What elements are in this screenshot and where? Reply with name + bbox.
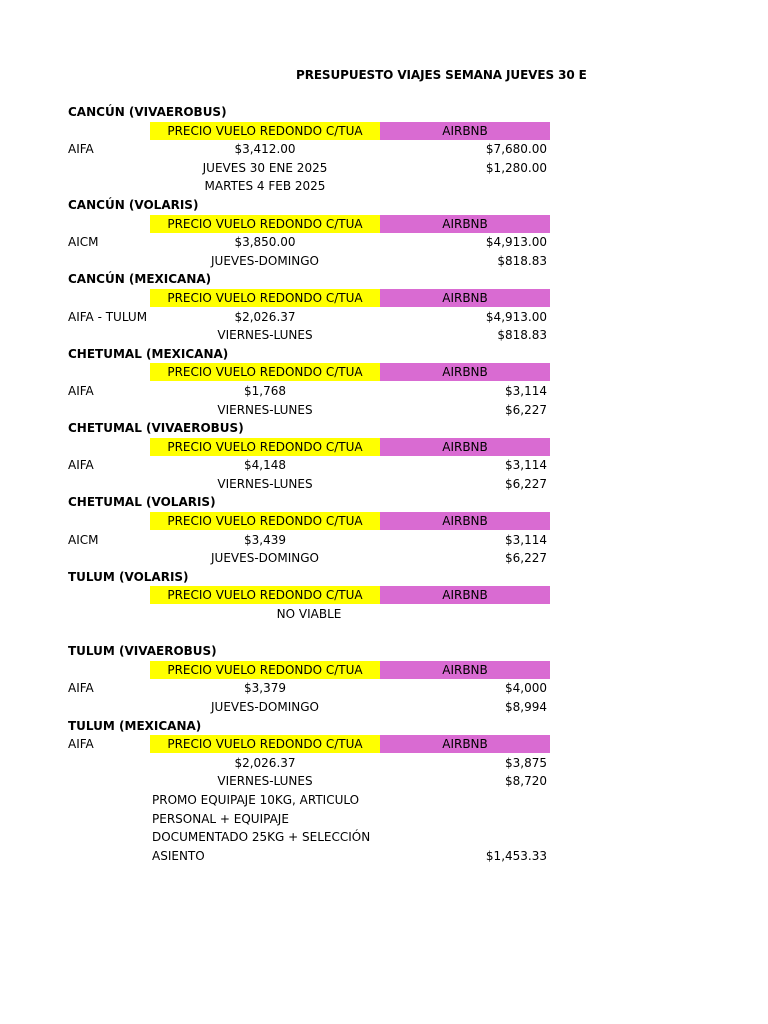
airbnb-header: AIRBNB [380,289,550,307]
flight-cell: VIERNES-LUNES [217,476,313,491]
airbnb-cell: $4,000 [505,681,547,696]
airbnb-cell: $818.83 [497,328,547,343]
table-row [68,679,550,698]
not-viable-note: NO VIABLE [276,607,342,622]
promo-text: PERSONAL + EQUIPAJE [152,811,289,826]
origin-cell: AIFA [68,142,94,157]
airbnb-cell: $1,280.00 [485,160,547,175]
origin-cell: AIFA [68,681,94,696]
airbnb-cell: $3,114 [505,383,547,398]
table-row [68,233,550,252]
table-row [68,754,550,773]
table-row [68,531,550,550]
airbnb-header: AIRBNB [380,215,550,233]
section-header-row [68,512,550,531]
table-row [68,456,550,475]
section-header-row [68,438,550,457]
section-title: CHETUMAL (VIVAEROBUS) [68,421,244,436]
flight-price-header: PRECIO VUELO REDONDO C/TUA [150,661,380,679]
airbnb-header: AIRBNB [380,363,550,381]
table-row [68,140,550,159]
flight-cell: $2,026.37 [234,755,296,770]
airbnb-cell: $4,913.00 [485,235,547,250]
section-header-row [68,215,550,234]
promo-text: DOCUMENTADO 25KG + SELECCIÓN [152,830,371,845]
table-row [68,549,550,568]
flight-cell: $2,026.37 [234,309,296,324]
promo-text: PROMO EQUIPAJE 10KG, ARTICULO [152,792,360,807]
origin-cell: AICM [68,235,99,250]
table-row [68,382,550,401]
table-row [68,475,550,494]
section-header-row [68,586,550,605]
table-row [68,772,550,791]
promo-row [68,810,550,829]
section-header-row [68,735,550,754]
promo-price-cell: $1,453.33 [485,848,547,863]
airbnb-header: AIRBNB [380,735,550,753]
airbnb-header: AIRBNB [380,512,550,530]
flight-price-header: PRECIO VUELO REDONDO C/TUA [150,289,380,307]
promo-row [68,847,550,866]
table-row [68,326,550,345]
promo-row [68,791,550,810]
airbnb-cell: $4,913.00 [485,309,547,324]
table-row [68,308,550,327]
flight-cell: VIERNES-LUNES [217,402,313,417]
flight-price-header: PRECIO VUELO REDONDO C/TUA [150,586,380,604]
airbnb-cell: $6,227 [505,476,547,491]
flight-price-header: PRECIO VUELO REDONDO C/TUA [150,215,380,233]
section-title: TULUM (MEXICANA) [68,718,202,733]
airbnb-cell: $7,680.00 [485,142,547,157]
airbnb-cell: $8,994 [505,700,547,714]
section-title: CANCÚN (MEXICANA) [68,272,212,287]
flight-price-header: PRECIO VUELO REDONDO C/TUA [150,122,380,140]
origin-cell: AICM [68,532,99,547]
section-header-row [68,363,550,382]
airbnb-header: AIRBNB [380,586,550,604]
table-row [68,401,550,420]
airbnb-cell: $8,720 [505,774,547,789]
promo-row [68,828,550,847]
section-header-row [68,122,550,141]
document-title: PRESUPUESTO VIAJES SEMANA JUEVES 30 E [296,68,587,82]
airbnb-header: AIRBNB [380,661,550,679]
flight-cell: $1,768 [244,383,286,398]
flight-cell: JUEVES 30 ENE 2025 [202,160,328,175]
airbnb-cell: $3,875 [505,755,547,770]
section-title: CHETUMAL (VOLARIS) [68,495,216,510]
table-row [68,698,550,717]
airbnb-cell: $6,227 [505,551,547,566]
flight-cell: JUEVES-DOMINGO [211,253,319,268]
airbnb-cell: $818.83 [497,253,547,268]
flight-cell: $3,439 [244,532,286,547]
budget-table [68,103,550,865]
flight-cell: $4,148 [244,458,286,473]
table-row [68,177,550,196]
airbnb-cell: $6,227 [505,402,547,417]
airbnb-cell: $3,114 [505,458,547,473]
section-header-row [68,289,550,308]
flight-price-header: PRECIO VUELO REDONDO C/TUA [150,735,380,753]
flight-cell: $3,412.00 [234,142,296,157]
section-title: TULUM (VOLARIS) [68,569,189,584]
section-title: CANCÚN (VIVAEROBUS) [68,105,227,119]
section-header-row [68,661,550,680]
section-title: TULUM (VIVAEROBUS) [68,644,217,659]
flight-price-header: PRECIO VUELO REDONDO C/TUA [150,438,380,456]
table-row [68,605,550,624]
airbnb-cell: $3,114 [505,532,547,547]
flight-price-header: PRECIO VUELO REDONDO C/TUA [150,363,380,381]
section-title: CANCÚN (VOLARIS) [68,197,199,212]
spacer-row [68,624,550,643]
origin-cell: AIFA [68,458,94,473]
table-row [68,252,550,271]
flight-price-header: PRECIO VUELO REDONDO C/TUA [150,512,380,530]
flight-cell: VIERNES-LUNES [217,774,313,789]
origin-cell: AIFA - TULUM [68,309,148,324]
origin-cell: AIFA [68,383,94,398]
flight-cell: JUEVES-DOMINGO [211,700,319,714]
airbnb-header: AIRBNB [380,438,550,456]
airbnb-header: AIRBNB [380,122,550,140]
section-title: CHETUMAL (MEXICANA) [68,346,229,361]
promo-text: ASIENTO [152,848,205,863]
flight-cell: $3,379 [244,681,286,696]
flight-cell: JUEVES-DOMINGO [211,551,319,566]
flight-cell: $3,850.00 [234,235,296,250]
flight-cell: MARTES 4 FEB 2025 [204,179,326,194]
flight-cell: VIERNES-LUNES [217,328,313,343]
table-row [68,159,550,178]
origin-cell: AIFA [68,737,94,752]
